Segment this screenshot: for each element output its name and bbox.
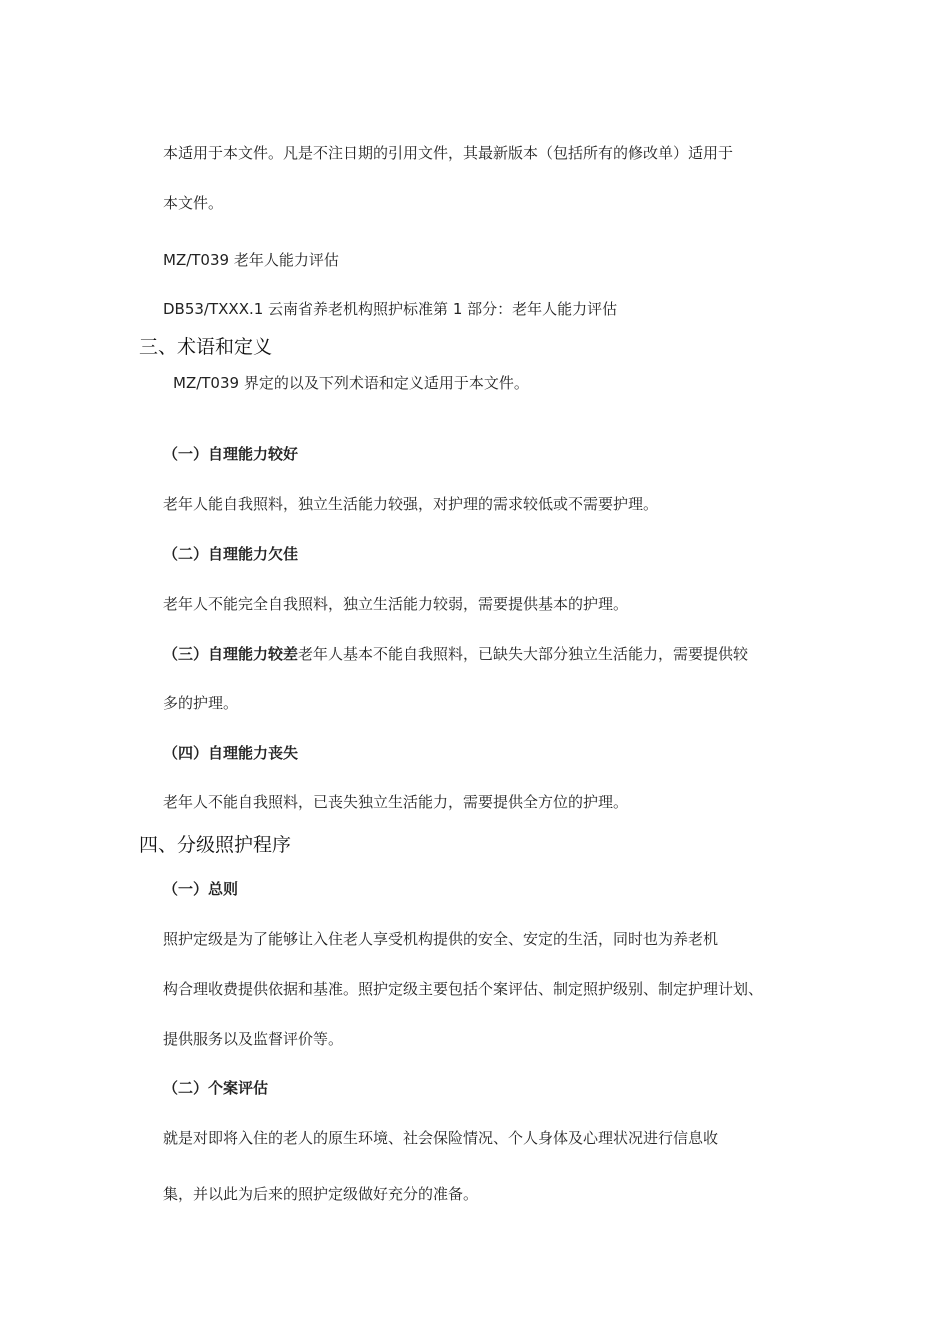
paragraph-line: 就是对即将入住的老人的原生环境、社会保险情况、个人身体及心理状况进行信息收 [163,1129,719,1147]
paragraph-line: 构合理收费提供依据和基准。照护定级主要包括个案评估、制定照护级别、制定护理计划、 [163,980,764,998]
subheading: （四）自理能力丧失 [163,744,299,762]
subheading: （一）自理能力较好 [163,445,299,463]
paragraph-line: 老年人不能自我照料，已丧失独立生活能力，需要提供全方位的护理。 [163,793,629,811]
reference-line: DB53/TXXX.1 云南省养老机构照护标准第 1 部分：老年人能力评估 [163,300,618,318]
paragraph-line: 多的护理。 [163,694,239,712]
subheading: （一）总则 [163,880,239,898]
section-heading-terms: 三、术语和定义 [139,336,273,358]
paragraph-line: 本文件。 [163,194,224,212]
paragraph-line: 老年人不能完全自我照料，独立生活能力较弱，需要提供基本的护理。 [163,595,629,613]
subheading: （二）自理能力欠佳 [163,545,299,563]
reference-line: MZ/T039 老年人能力评估 [163,251,339,269]
paragraph-text: 老年人基本不能自我照料，已缺失大部分独立生活能力，需要提供较 [298,645,749,663]
section-heading-procedure: 四、分级照护程序 [139,834,292,856]
paragraph-line: 本适用于本文件。凡是不注日期的引用文件，其最新版本（包括所有的修改单）适用于 [163,144,734,162]
paragraph-line: 照护定级是为了能够让入住老人享受机构提供的安全、安定的生活，同时也为养老机 [163,930,719,948]
subheading: （三）自理能力较差 [163,645,299,663]
paragraph-line: 集，并以此为后来的照护定级做好充分的准备。 [163,1185,479,1203]
subheading: （二）个案评估 [163,1079,269,1097]
paragraph-line: 提供服务以及监督评价等。 [163,1030,344,1048]
paragraph-line: 老年人能自我照料，独立生活能力较强，对护理的需求较低或不需要护理。 [163,495,659,513]
paragraph-line: MZ/T039 界定的以及下列术语和定义适用于本文件。 [173,374,529,392]
paragraph-line [163,644,748,664]
